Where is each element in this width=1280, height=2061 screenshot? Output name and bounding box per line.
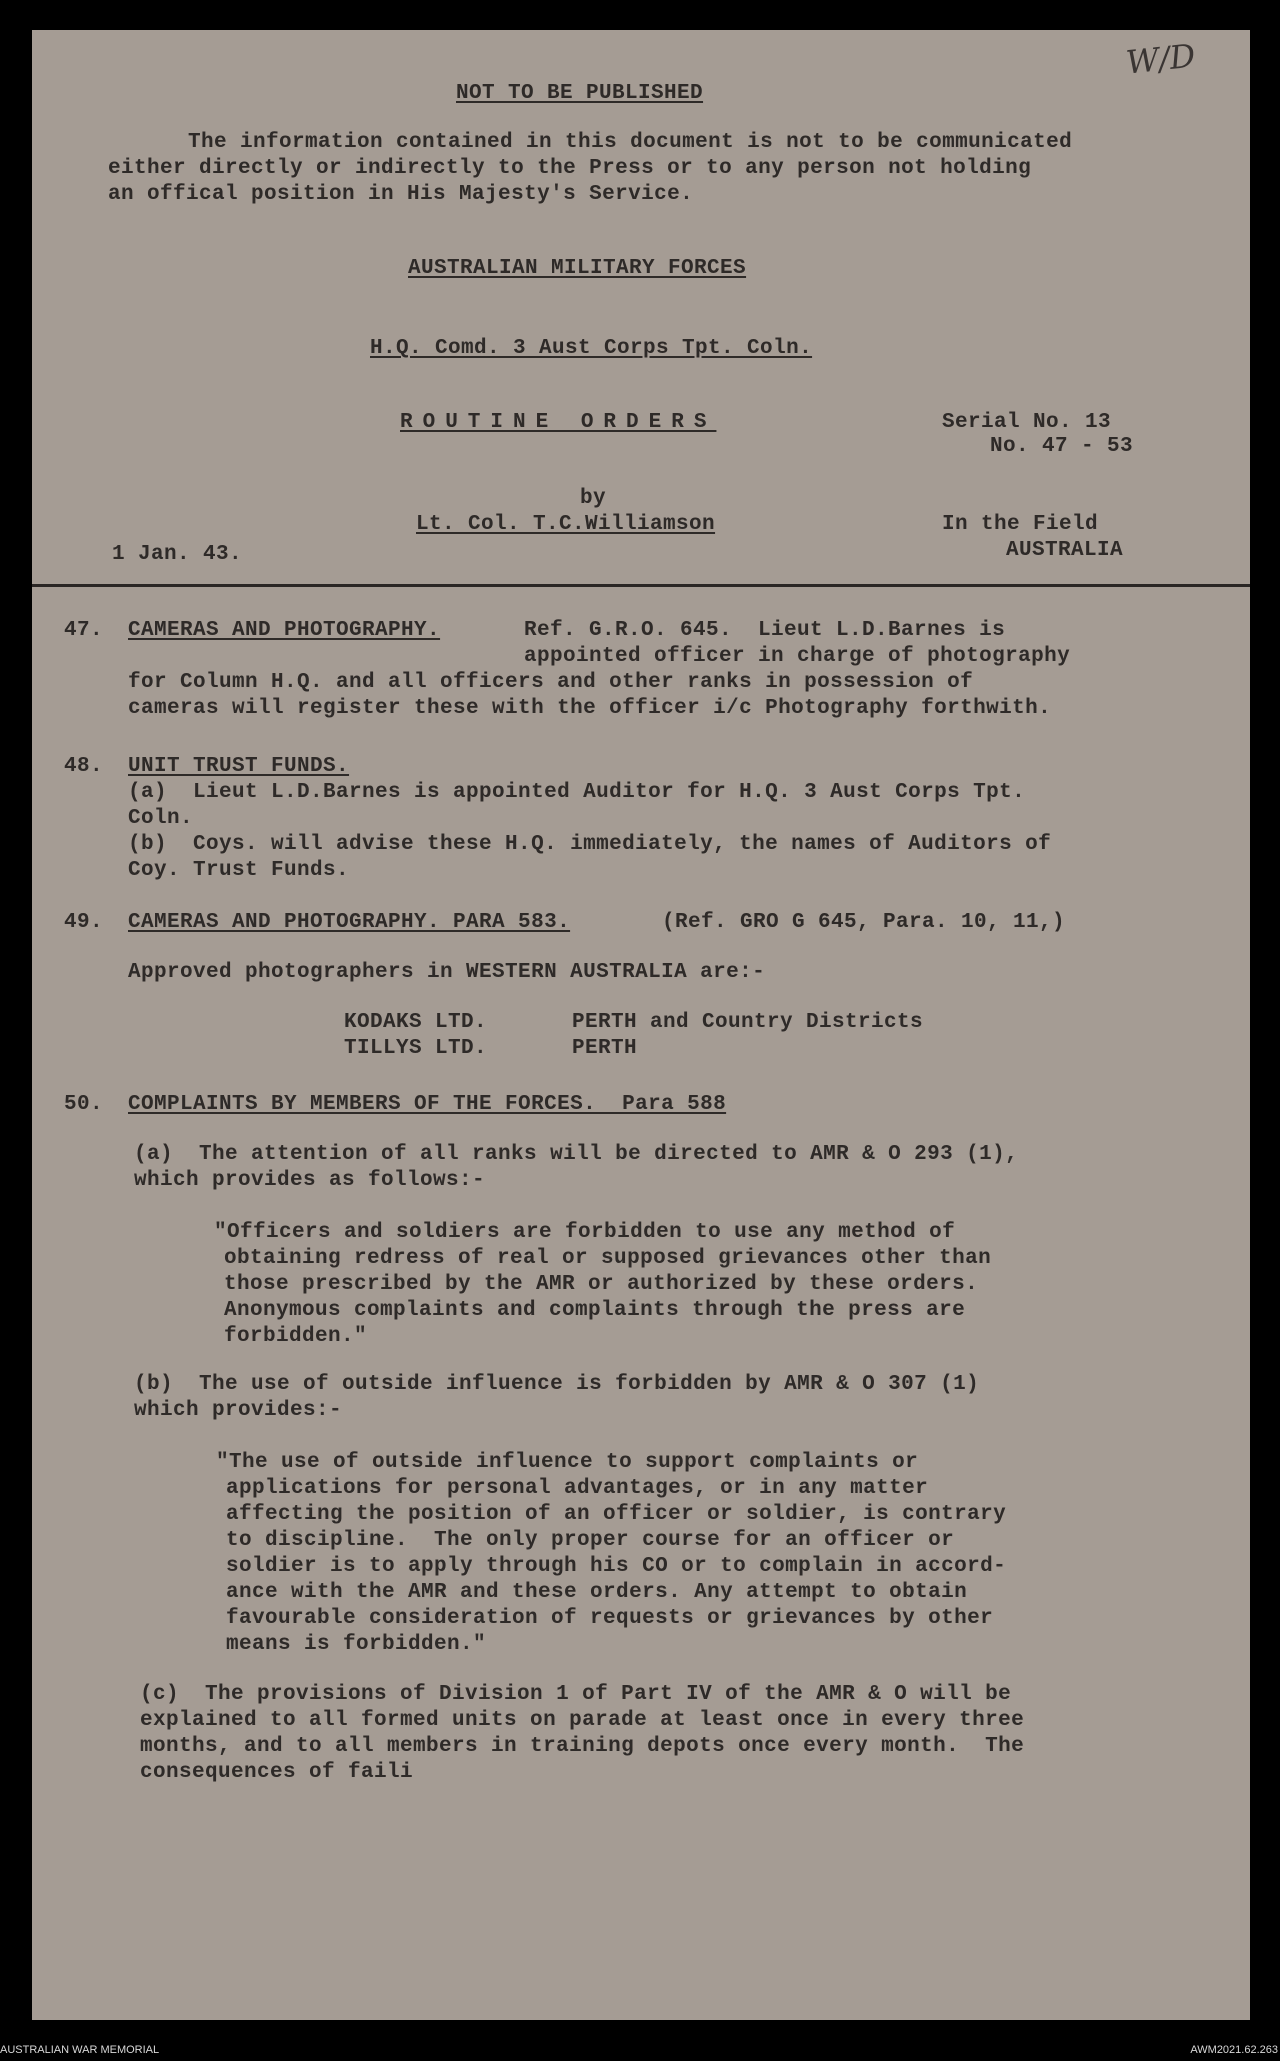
order-50-b-quote-8: means is forbidden." [226, 1633, 487, 1656]
order-49-title: CAMERAS AND PHOTOGRAPHY. PARA 583. [128, 911, 571, 934]
order-50-a-line-1: (a) The attention of all ranks will be directed to AMR & O 293 (1), [134, 1143, 1019, 1166]
order-50-a-quote-1: "Officers and soldiers are forbidden to use any method of [214, 1221, 956, 1244]
order-50-a-quote-3: those prescribed by the AMR or authorized by these orders. [224, 1273, 979, 1296]
restriction-line-2: either directly or indirectly to the Press or to any person not holding [108, 157, 1032, 180]
order-50-b-quote-1: "The use of outside influence to support complaints or [216, 1451, 919, 1474]
order-50-a-quote-2: obtaining redress of real or supposed grievances other than [224, 1247, 992, 1270]
order-47-number: 47. [64, 619, 104, 642]
forces-heading: AUSTRALIAN MILITARY FORCES [408, 257, 747, 280]
footer-institution: AUSTRALIAN WAR MEMORIAL [0, 2044, 160, 2056]
serial-number: Serial No. 13 [942, 411, 1112, 434]
orders-title: ROUTINE ORDERS [400, 411, 717, 434]
order-50-c-line-3: months, and to all members in training depots once every month. The [140, 1735, 1025, 1758]
header-divider [32, 584, 1250, 587]
order-49-ref: (Ref. GRO G 645, Para. 10, 11,) [662, 911, 1066, 934]
order-48-line-1: (a) Lieut L.D.Barnes is appointed Auditor for H.Q. 3 Aust Corps Tpt. [128, 781, 1026, 804]
order-49-intro: Approved photographers in WESTERN AUSTRALIA are:- [128, 961, 766, 984]
order-48-line-3: (b) Coys. will advise these H.Q. immediately, the names of Auditors of [128, 833, 1052, 856]
order-47-title: CAMERAS AND PHOTOGRAPHY. [128, 619, 441, 642]
order-47-line-1: Ref. G.R.O. 645. Lieut L.D.Barnes is [524, 619, 1006, 642]
photographer-area: PERTH [572, 1037, 638, 1060]
order-50-b-quote-4: to discipline. The only proper course for an officer or [226, 1529, 955, 1552]
order-50-b-line-2: which provides:- [134, 1399, 343, 1422]
order-48-number: 48. [64, 755, 104, 778]
order-50-b-quote-7: favourable consideration of requests or grievances by other [226, 1607, 994, 1630]
order-50-c-line-1: (c) The provisions of Division 1 of Part IV of the AMR & O will be [140, 1683, 1012, 1706]
order-48-line-2: Coln. [128, 807, 194, 830]
author: Lt. Col. T.C.Williamson [416, 513, 716, 536]
order-50-b-quote-2: applications for personal advantages, or in any matter [226, 1477, 929, 1500]
restriction-title: NOT TO BE PUBLISHED [456, 82, 704, 105]
location-line-2: AUSTRALIA [1006, 539, 1124, 562]
document-page [32, 30, 1250, 2020]
unit-heading: H.Q. Comd. 3 Aust Corps Tpt. Coln. [370, 337, 813, 360]
order-date: 1 Jan. 43. [112, 543, 243, 566]
order-50-a-quote-5: forbidden." [224, 1325, 368, 1348]
restriction-line-3: an offical position in His Majesty's Service. [108, 183, 694, 206]
order-50-b-quote-6: ance with the AMR and these orders. Any attempt to obtain [226, 1581, 968, 1604]
order-50-a-quote-4: Anonymous complaints and complaints through the press are [224, 1299, 966, 1322]
order-47-line-2: appointed officer in charge of photography [524, 645, 1071, 668]
by-label: by [580, 487, 607, 510]
handwritten-note: W/D [1124, 36, 1198, 82]
order-50-b-quote-5: soldier is to apply through his CO or to complain in accord- [226, 1555, 1007, 1578]
order-numbers: No. 47 - 53 [990, 435, 1134, 458]
restriction-line-1: The information contained in this document is not to be communicated [188, 131, 1073, 154]
order-47-line-3: for Column H.Q. and all officers and other ranks in possession of [128, 671, 974, 694]
footer-reference: AWM2021.62.263 [1190, 2044, 1278, 2056]
photographer-name: KODAKS LTD. [344, 1011, 488, 1034]
order-48-title: UNIT TRUST FUNDS. [128, 755, 350, 778]
photographer-area: PERTH and Country Districts [572, 1011, 924, 1034]
order-50-a-line-2: which provides as follows:- [134, 1169, 486, 1192]
order-49-number: 49. [64, 911, 104, 934]
order-50-c-line-4: consequences of faili [140, 1761, 414, 1784]
order-50-c-line-2: explained to all formed units on parade at least once in every three [140, 1709, 1025, 1732]
location-line-1: In the Field [942, 513, 1099, 536]
order-48-line-4: Coy. Trust Funds. [128, 859, 350, 882]
order-50-title: COMPLAINTS BY MEMBERS OF THE FORCES. Para 588 [128, 1093, 727, 1116]
order-50-b-quote-3: affecting the position of an officer or soldier, is contrary [226, 1503, 1007, 1526]
photographer-name: TILLYS LTD. [344, 1037, 488, 1060]
order-50-b-line-1: (b) The use of outside influence is forbidden by AMR & O 307 (1) [134, 1373, 980, 1396]
order-50-number: 50. [64, 1093, 104, 1116]
order-47-line-4: cameras will register these with the officer i/c Photography forthwith. [128, 697, 1052, 720]
